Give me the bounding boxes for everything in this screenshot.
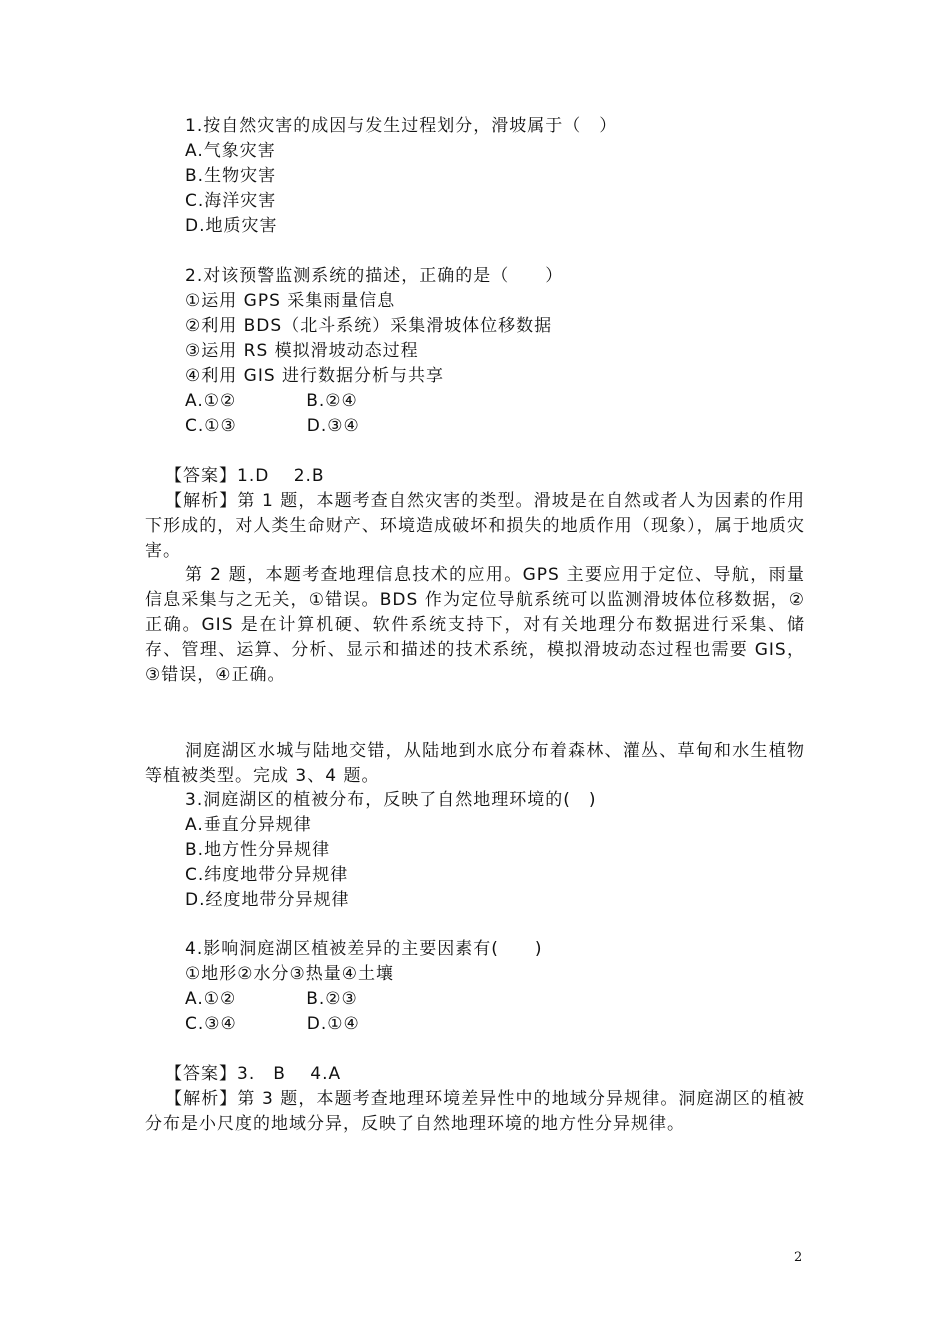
q4-options-row-2 <box>185 1012 360 1036</box>
q2-option-b: B.②④ <box>306 391 358 411</box>
q2-options-row-1 <box>185 389 358 413</box>
page-number: 2 <box>794 1250 803 1265</box>
q1-option-b: B.生物灾害 <box>185 166 277 186</box>
q3-option-a: A.垂直分异规律 <box>185 815 312 835</box>
q2-item-3: ③运用 RS 模拟滑坡动态过程 <box>185 341 419 361</box>
q2-item-2: ②利用 BDS（北斗系统）采集滑坡体位移数据 <box>185 316 553 336</box>
q2-option-d: D.③④ <box>306 416 360 436</box>
q2-option-a: A.①② <box>185 391 237 411</box>
q4-options-row-1 <box>185 987 358 1011</box>
analysis-q3: 【解析】第 3 题，本题考查地理环境差异性中的地域分异规律。洞庭湖区的植被分布是小尺度的地域分异，反映了自然地理环境的地方性分异规律。 <box>145 1089 805 1134</box>
analysis-q1: 【解析】第 1 题，本题考查自然灾害的类型。滑坡是在自然或者人为因素的作用下形成的，对人类生命财产、环境造成破坏和损失的地质作用（现象），属于地质灾害。 <box>145 491 805 561</box>
answer-1-2: 【答案】1.D 2.B <box>165 466 325 486</box>
q1-stem: 1.按自然灾害的成因与发生过程划分，滑坡属于（ ） <box>185 116 618 136</box>
passage-text: 洞庭湖区水城与陆地交错，从陆地到水底分布着森林、灌丛、草甸和水生植物等植被类型。完成 3、4 题。 <box>145 741 805 786</box>
q3-option-d: D.经度地带分异规律 <box>185 890 350 910</box>
q3-stem: 3.洞庭湖区的植被分布，反映了自然地理环境的( ) <box>185 790 597 810</box>
q2-item-4: ④利用 GIS 进行数据分析与共享 <box>185 366 445 386</box>
q1-option-d: D.地质灾害 <box>185 216 278 236</box>
q3-option-c: C.纬度地带分异规律 <box>185 865 349 885</box>
q4-option-a: A.①② <box>185 989 237 1009</box>
q4-option-c: C.③④ <box>185 1014 237 1034</box>
q4-items: ①地形②水分③热量④土壤 <box>185 964 394 984</box>
q2-options-row-2 <box>185 414 360 438</box>
q2-item-1: ①运用 GPS 采集雨量信息 <box>185 291 396 311</box>
q4-option-d: D.①④ <box>306 1014 360 1034</box>
q2-stem: 2.对该预警监测系统的描述，正确的是（ ） <box>185 266 564 286</box>
q4-option-b: B.②③ <box>306 989 358 1009</box>
q1-option-a: A.气象灾害 <box>185 141 276 161</box>
q1-option-c: C.海洋灾害 <box>185 191 277 211</box>
q4-stem: 4.影响洞庭湖区植被差异的主要因素有( ) <box>185 939 543 959</box>
answer-3-4: 【答案】3. B 4.A <box>165 1064 342 1084</box>
q3-option-b: B.地方性分异规律 <box>185 840 331 860</box>
analysis-q2: 第 2 题，本题考查地理信息技术的应用。GPS 主要应用于定位、导航，雨量信息采集与之无关，①错误。BDS 作为定位导航系统可以监测滑坡体位移数据，②正确。GIS 是在计算机硬、软件系统支持下，对有关地理分布数据进行采集、储存、管理、运算、分析、显示和描述的技术系统，模拟滑坡动态过程也需要 GIS，③错误，④正确。 <box>145 565 805 685</box>
q2-option-c: C.①③ <box>185 416 237 436</box>
